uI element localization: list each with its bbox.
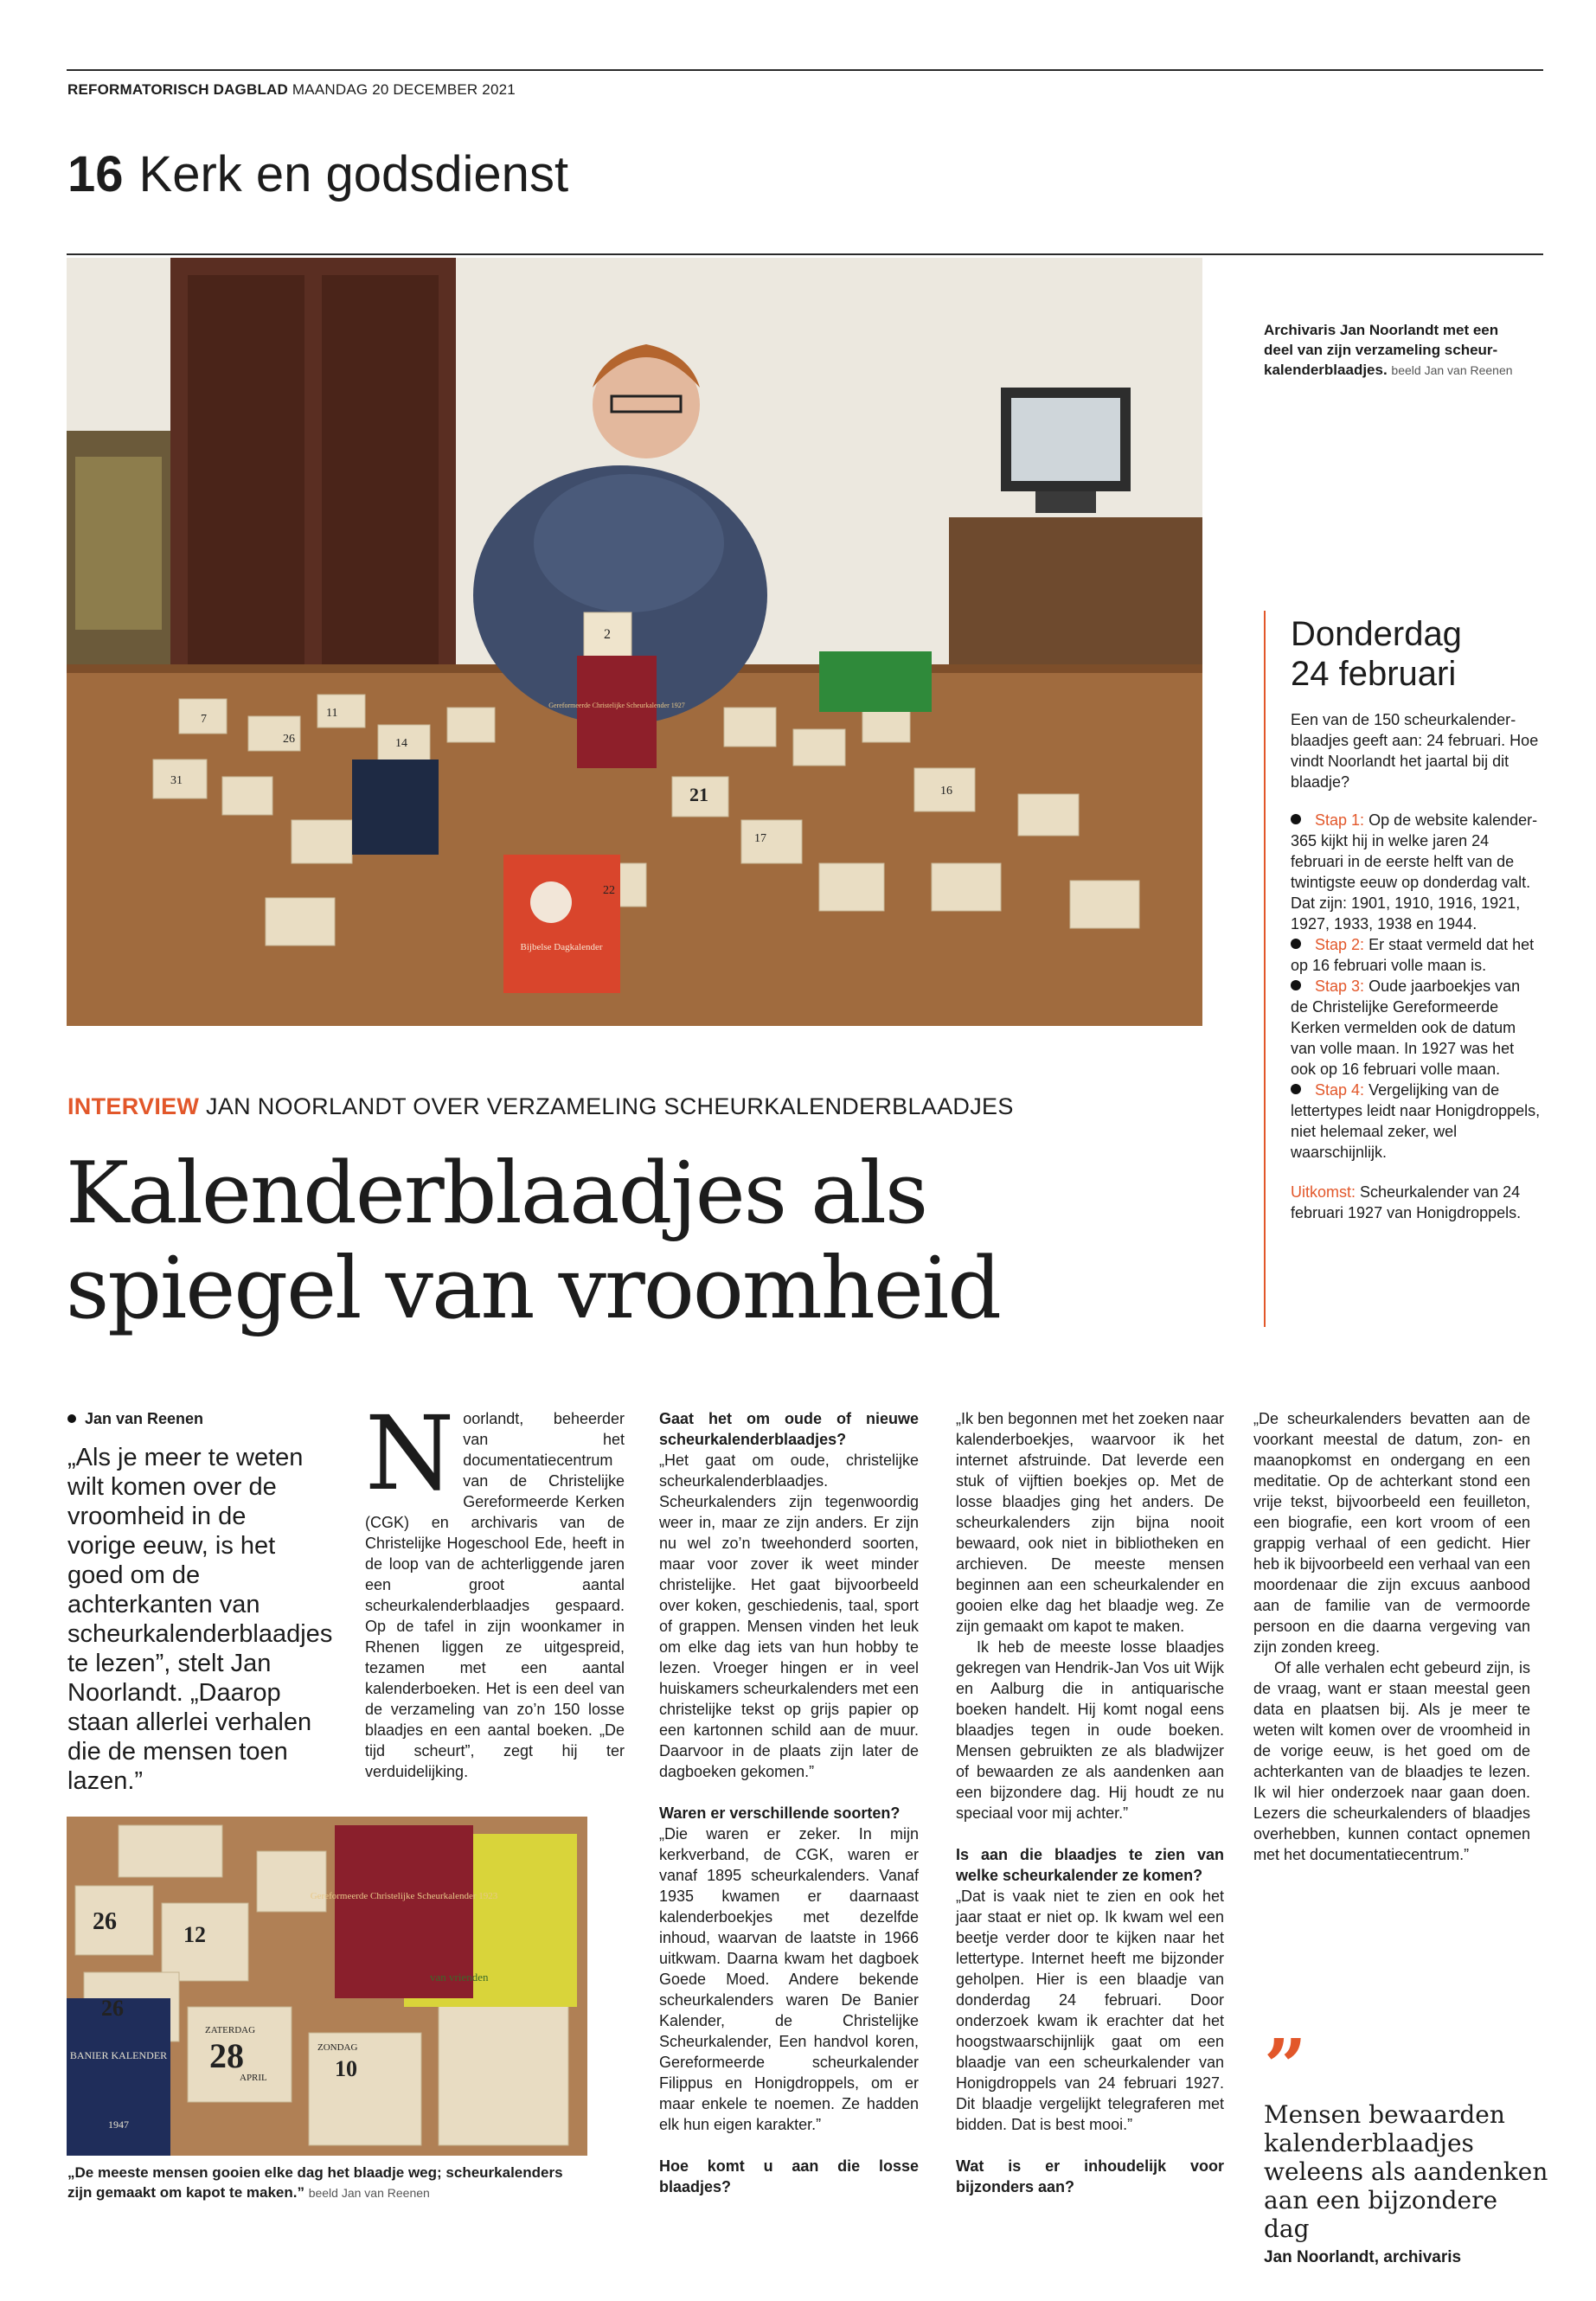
step-label: Stap 3: [1315,977,1365,995]
photo1-sheet-number: 22 [603,884,615,897]
photo2-sheet-number: 12 [183,1922,206,1947]
main-photo-illustration [67,258,1202,1026]
pull-quote-2 [1264,2023,1549,2267]
pull-quote-2-text: Mensen bewaarden kalenderblaadjes weleens als aandenken aan een bijzondere dag [1264,2100,1548,2243]
secondary-photo-caption [67,2163,586,2203]
photo1-red-book-title: Gereformeerde Christelijke Scheurkalender 1927 [548,702,685,709]
caption-credit: beeld Jan van Reenen [1391,363,1513,377]
photo2-sheet-word: van vrienden [430,1971,489,1984]
photo2-sheet-word: ZONDAG [317,2042,358,2053]
quote-mark-icon: ” [1264,2023,1307,2111]
article-column-2 [659,1408,919,2197]
photo2-banner-year: 1947 [108,2118,129,2131]
page-number: 16 [67,146,124,202]
intro-text: oorlandt, beheerder van het documentatiecentrum van de Christelijke Gereformeerde Kerken (CGK) en archivaris van de Christelijke Hogeschool Ede, heeft in de loop van de achterliggende jaren een groot aantal scheurkalenderblaadjes gespaard. Op de tafel in zijn woonkamer in Rhenen liggen ze uitgespreid, tezamen met een aantal kalenderboeken. Het is een deel van de verzameling van zo’n 150 losse blaadjes en een aantal boeken. „De tijd scheurt”, zegt hij ter verduidelijking. [365,1410,625,1780]
bullet-icon [1291,814,1301,824]
photo2-sheet-number: 26 [101,1996,124,2021]
photo2-book-title: Gereformeerde Christelijke Scheurkalender 1923 [310,1891,498,1901]
headline [66,1146,1000,1336]
photo2-banner-title: BANIER KALENDER [69,2049,168,2061]
question-3: Hoe komt u aan die losse blaadjes? [659,2157,919,2195]
question-5: Wat is er inhoudelijk voor bijzonders aan? [956,2157,1224,2195]
answer-5: „De scheurkalenders bevatten aan de voorkant meestal de datum, zon- en maanopkomst en ondergang en een meditatie. Op de achterkant stond een vrije tekst, bijvoorbeeld een feuilleton, een biografie, een kort vroom of een grappig verhaal of een gedicht. Hier heb ik bijvoorbeeld een verhaal van een moordenaar die zijn excuus aanbood aan de familie van de vermoorde persoon en die daarna vergeving van zijn zonden kreeg. [1253,1410,1530,1656]
secondary-photo [67,1817,587,2156]
photo2-sheet-word: ZATERDAG [205,2025,256,2035]
kicker-tag: INTERVIEW [67,1093,200,1119]
masthead [67,81,516,99]
bullet-icon [1291,1084,1301,1094]
question-4: Is aan die blaadjes te zien van welke scheurkalender ze komen? [956,1846,1224,1884]
top-rule [67,69,1543,71]
photo1-sheet-number: 21 [689,784,708,805]
dropcap: N [365,1394,455,1513]
sidebar-step [1291,1080,1542,1163]
photo2-sheet-number: 26 [93,1908,117,1935]
sidebar-result [1291,1182,1542,1223]
photo1-sheet-number: 14 [395,737,407,750]
section-rule [67,253,1543,255]
bullet-icon [1291,939,1301,949]
article-intro-paragraph [365,1394,625,1782]
step-text: Er staat vermeld dat het op 16 februari volle maan is. [1291,936,1535,974]
answer-1: „Het gaat om oude, christelijke scheurkalenderblaadjes. Scheurkalenders zijn tegenwoordig weer in, maar ze zijn anders. Er zijn nu wel zo’n tweehonderd soorten, maar voor zover ik weet minder christelijke. Het gaat bijvoorbeeld over koken, geschiedenis, taal, sport of grappen. Mensen vinden het leuk om elke dag iets van hun hobby te lezen. Vroeger hingen er in veel huiskamers scheurkalenders met een christelijke tekst op grijs papier op een kartonnen schild aan de muur. Daarvoor in de plaats zijn later de dagboeken gekomen.” [659,1452,919,1780]
question-2: Waren er verschillende soorten? [659,1804,901,1822]
photo2-sheet-word: APRIL [240,2073,267,2083]
bullet-icon [1291,980,1301,990]
kicker-text: JAN NOORLANDT OVER VERZAMELING SCHEURKALENDERBLAADJES [206,1093,1014,1119]
article-column-3 [956,1408,1224,2197]
article-column-1 [365,1394,625,1782]
caption-text: Archivaris Jan Noorlandt met een deel van zijn verzameling scheurkalenderblaadjes. [1264,322,1499,378]
photo2-caption-text: „De meeste mensen gooien elke dag het blaadje weg; scheurkalenders zijn gemaakt om kapot te maken.” [67,2164,563,2201]
step-label: Stap 4: [1315,1081,1365,1099]
sidebar-step [1291,810,1542,934]
step-text: Op de website kalender-365 kijkt hij in welke jaren 24 februari in de eerste helft van de twintigste eeuw op donderdag valt. Dat zijn: 1901, 1910, 1916, 1921, 1927, 1933, 1938 en 1944. [1291,811,1538,933]
photo1-sheet-number: 11 [326,707,338,720]
article-column-4 [1253,1408,1530,1865]
step-label: Stap 2: [1315,936,1365,953]
main-photo [67,258,1202,1026]
paper-name: REFORMATORISCH DAGBLAD [67,81,288,98]
photo1-orange-book-title: Bijbelse Dagkalender [520,942,603,952]
sidebar-step [1291,934,1542,976]
headline-line-2: spiegel van vroomheid [66,1240,1000,1338]
photo2-sheet-number: 28 [209,2036,244,2075]
step-text: Vergelijking van de lettertypes leidt naar Honigdroppels, niet helemaal zeker, wel waarschijnlijk. [1291,1081,1541,1161]
photo1-sheet-number: 2 [604,627,611,642]
pull-quote-2-name: Jan Noorlandt, archivaris [1264,2248,1462,2266]
question-1: Gaat het om oude of nieuwe scheurkalenderblaadjes? [659,1410,919,1448]
answer-2: „Die waren er zeker. In mijn kerkverband, de CGK, waren er vanaf 1895 scheurkalenders. Vanaf 1935 kwamen er daarnaast kalenderboekjes met dezelfde inhoud, waarvan de laatste in 1966 uitkwam. Daarna kwam het dagboek Goede Moed. Andere bekende scheurkalenders waren De Banier Kalender, de Christelijke Scheurkalender, Een handvol koren, Gereformeerde scheurkalender Filippus en Honigdroppels, om er maar enkele te noemen. Ze hadden elk hun eigen karakter.” [659,1825,919,2133]
kicker [67,1093,1014,1120]
answer-5-continued: Of alle verhalen echt gebeurd zijn, is de vraag, want er staan meestal geen data en plaatsen bij. Als je meer te weten wilt komen over de vroomheid in de vorige eeuw, is het goed om de achterkanten van de blaadjes te lezen. Ik wil hier onderzoek naar gaan doen. Lezers die scheurkalenders of blaadjes overhebben, kunnen contact opnemen met het documentatiecentrum.” [1253,1659,1530,1863]
answer-4: „Dat is vaak niet te zien en ook het jaar staat er niet op. Ik kwam wel een beetje verder door te kijken naar het lettertype. Internet heeft me bijzonder geholpen. Hier is een blaadje van donderdag 24 februari. Door onderzoek kwam ik erachter dat het hoogstwaarschijnlijk gaat om een blaadje van een scheurkalender van Honigdroppels van 24 februari 1927. Dit blaadje vergelijkt telegraferen met bidden. Dat is best mooi.” [956,1888,1224,2133]
sidebar-title-line-2: 24 februari [1291,655,1457,693]
answer-3: „Ik ben begonnen met het zoeken naar kalenderboekjes, waarvoor ik het internet afstruinde. Dat leverde een stuk of vijftien boekjes op. Met de losse blaadjes ging het anders. De scheurkalenders zijn bijna nooit bewaard, ook niet in bibliotheken en archieven. De meeste mensen beginnen aan een scheurkalender en gooien elke dag het blaadje weg. Ze zijn gemaakt om kapot te maken. [956,1410,1224,1635]
sidebar-step [1291,976,1542,1080]
photo1-sheet-number: 17 [754,832,766,845]
sidebar-title [1291,614,1462,694]
photo2-sheet-number: 10 [335,2056,357,2081]
pullquote: „Als je meer te weten wilt komen over de vroomheid in de vorige eeuw, is het goed om de achterkanten van scheurkalenderblaadjes te lezen”, stelt Jan Noorlandt. „Daarop staan allerlei verhalen die de mensen toen lazen.” [67,1444,333,1795]
photo2-caption-credit: beeld Jan van Reenen [308,2186,430,2200]
result-text: Scheurkalender van 24 februari 1927 van Honigdroppels. [1291,1183,1522,1221]
issue-date: MAANDAG 20 DECEMBER 2021 [292,81,516,98]
section-header [67,145,568,203]
section-title: Kerk en godsdienst [138,146,569,202]
photo1-sheet-number: 31 [170,774,183,787]
photo1-sheet-number: 7 [201,713,207,726]
step-label: Stap 1: [1315,811,1365,829]
result-label: Uitkomst: [1291,1183,1356,1201]
byline [67,1410,203,1428]
sidebar-title-line-1: Donderdag [1291,615,1462,653]
bullet-icon [67,1414,76,1423]
photo1-sheet-number: 16 [940,785,952,798]
headline-line-1: Kalenderblaadjes als [66,1144,927,1243]
step-text: Oude jaarboekjes van de Christelijke Gereformeerde Kerken vermelden ook de datum van volle maan. In 1927 was het ook op 16 februari volle maan. [1291,977,1521,1078]
byline-name: Jan van Reenen [85,1410,204,1427]
main-photo-caption [1264,320,1523,381]
photo1-sheet-number: 26 [283,733,295,746]
sidebar-steps [1291,810,1542,1223]
sidebar-intro: Een van de 150 scheurkalenderblaadjes geeft aan: 24 februari. Hoe vindt Noorlandt het jaartal bij dit blaadje? [1291,711,1539,791]
answer-3-continued: Ik heb de meeste losse blaadjes gekregen van Hendrik-Jan Vos uit Wijk en Aalburg die in antiquarische boeken handelt. Hij komt nogal eens blaadjes tegen in oude boeken. Mensen gebruikten ze als bladwijzer of bewaarden ze als aandenken aan een bijzondere dag. Hij houdt ze nu speciaal voor mij achter.” [956,1638,1224,1822]
secondary-photo-illustration [67,1817,587,2156]
